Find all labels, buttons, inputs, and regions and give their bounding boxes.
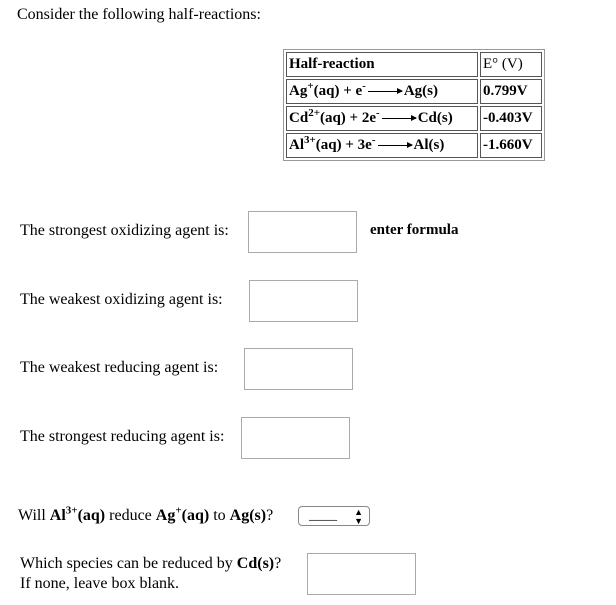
q5-text: Will [18,507,50,524]
select-value: ____ [309,508,337,523]
q5-text: reduce [105,507,156,524]
reactant-rest: (aq) + 2e [319,110,377,126]
arrow-icon [382,118,416,119]
reactant-rest: (aq) + e [313,83,363,99]
q6-label [20,554,281,594]
product: Al(s) [413,137,445,153]
header-potential: E° (V) [480,52,542,77]
potential: -1.660V [480,133,542,158]
charge: + [307,80,314,92]
reactant: Al [289,137,304,153]
q5-label [18,504,274,525]
electron-sup: - [362,80,366,92]
product: Ag(s) [403,83,439,99]
product: Cd(s) [417,110,453,126]
state: (aq) [181,507,210,524]
species-ag-s: Ag(s) [229,507,267,524]
enter-formula-hint: enter formula [370,222,459,238]
charge: 3+ [65,504,78,517]
species-cd: Cd(s) [236,555,275,572]
reduced-by-cd-input[interactable] [307,553,416,595]
reactant: Ag [289,83,308,99]
weakest-oxidizing-agent-input[interactable] [249,280,358,322]
state: (aq) [77,507,106,524]
weakest-reducing-agent-input[interactable] [244,348,353,390]
arrow-icon [378,145,412,146]
select-arrows-icon: ▲ ▼ [354,507,363,526]
half-reaction-table [283,49,545,161]
reduce-answer-select[interactable] [298,506,370,526]
reactant-rest: (aq) + 3e [315,137,372,153]
table-row [286,133,542,158]
q2-label: The weakest oxidizing agent is: [20,291,223,308]
potential: -0.403V [480,106,542,131]
table-row [286,106,542,131]
strongest-reducing-agent-input[interactable] [241,417,350,459]
q1-label: The strongest oxidizing agent is: [20,222,229,239]
charge: 3+ [304,134,316,146]
q6-text: Which species can be reduced by [20,555,237,572]
potential: 0.799V [480,79,542,104]
charge: 2+ [308,107,320,119]
species-ag: Ag [155,507,176,524]
q3-label: The weakest reducing agent is: [20,359,219,376]
q5-text: to [209,507,230,524]
q6-text: ? [274,555,282,572]
intro-text: Consider the following half-reactions: [17,6,261,23]
arrow-icon [368,91,402,92]
electron-sup: - [376,107,380,119]
species-al: Al [49,507,66,524]
reactant: Cd [289,110,309,126]
table-row [286,79,542,104]
strongest-oxidizing-agent-input[interactable] [248,211,357,253]
electron-sup: - [371,134,376,146]
q6-note: If none, leave box blank. [20,575,180,592]
q4-label: The strongest reducing agent is: [20,428,225,445]
header-half-reaction: Half-reaction [286,52,478,77]
charge: + [175,504,182,517]
q5-text: ? [266,507,274,524]
